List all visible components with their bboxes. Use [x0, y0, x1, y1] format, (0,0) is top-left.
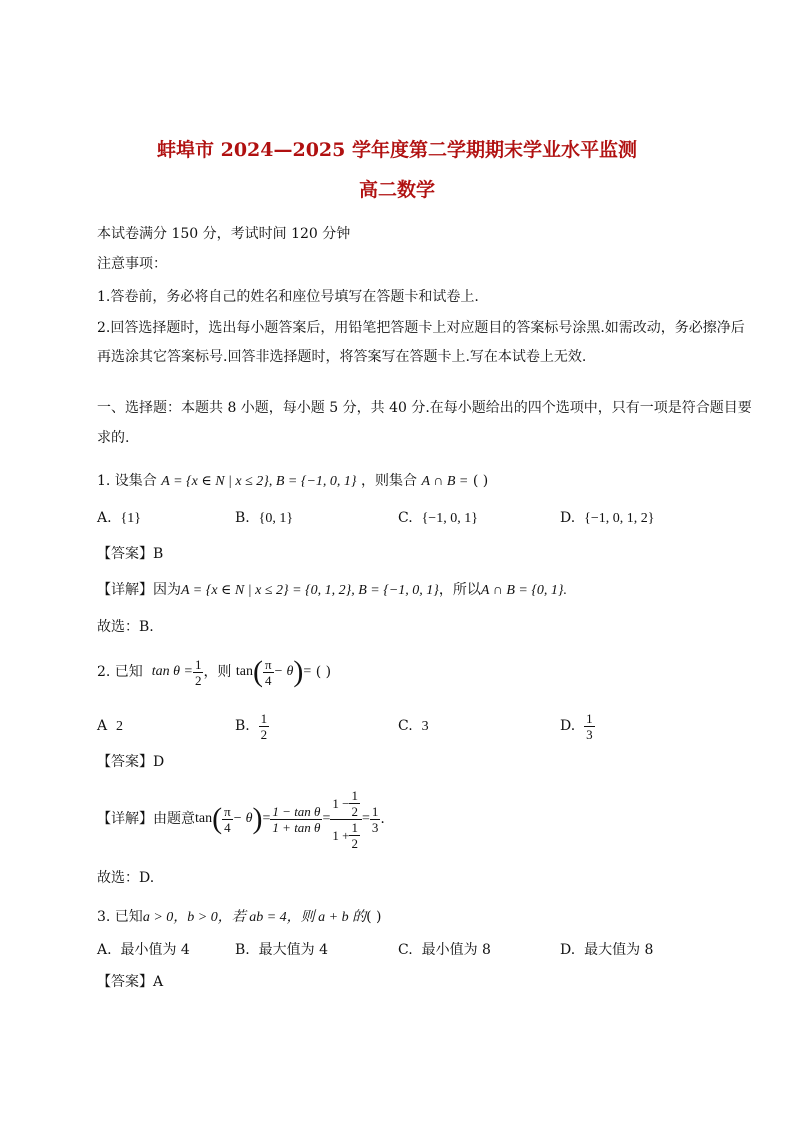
- q2-detail: 【详解】由题意 tan ( $\frac{\pi}{4}$ − θ ) = $\frac{\text{1 − tan θ}}{\text{1 + tan θ}}$ = 1 − $\frac{1}{2}$ 1 + $\frac{1}{2}$ = $\frac{1}{3}$ .: [97, 787, 385, 851]
- q2-detail-fraction-2: 1 − $\frac{1}{2}$ 1 + $\frac{1}{2}$: [330, 788, 362, 851]
- q1-ask-prefix: ，则集合: [360, 473, 417, 489]
- q2-detail-result: $\frac{1}{3}$: [371, 803, 379, 835]
- q1-paren: ( ): [472, 473, 489, 489]
- q2-option-a: A 2: [97, 718, 124, 734]
- q3-option-a: A. 最小值为 4: [97, 942, 190, 958]
- q1-choose: 故选：B.: [97, 619, 154, 635]
- note-1: 1.答卷前，务必将自己的姓名和座位号填写在答题卡和试卷上.: [97, 289, 479, 305]
- q1-option-a: A. {1}: [97, 510, 141, 526]
- page-title: 蚌埠市 2024—2025 学年度第二学期期末学业水平监测: [157, 139, 637, 161]
- q1-prefix: 1. 设集合: [97, 473, 157, 489]
- q2-option-b: B. $\frac{1}{2}$: [235, 710, 268, 742]
- q1-detail: 【详解】因为A = {x ∈ N | x ≤ 2} = {0, 1, 2}, B = {−1, 0, 1}，所以A ∩ B = {0, 1}.: [97, 582, 568, 598]
- q2-option-c: C. 3: [398, 718, 429, 734]
- q2-detail-fraction-1: $\frac{\text{1 − tan θ}}{\text{1 + tan θ}}$: [272, 803, 321, 835]
- section-heading: 一、选择题：本题共 8 小题，每小题 5 分，共 40 分.在每小题给出的四个选项中，只有一项是符合题目要: [97, 400, 752, 416]
- exam-info: 本试卷满分 150 分，考试时间 120 分钟: [97, 226, 351, 242]
- q3-option-b: B. 最大值为 4: [235, 942, 329, 958]
- note-2-line-2: 再选涂其它答案标号.回答非选择题时，将答案写在答题卡上.写在本试卷上无效.: [97, 349, 587, 365]
- q1-answer: 【答案】B: [97, 546, 164, 562]
- question-2: 2. 已知 tan θ = $\frac{1}{2}$ ，则 tan ( $\frac{\pi}{4}$ − θ ) = ( ): [97, 655, 332, 688]
- q1-option-c: C. {−1, 0, 1}: [398, 510, 478, 526]
- note-2-line-1: 2.回答选择题时，选出每小题答案后，用铅笔把答题卡上对应题目的答案标号涂黑.如需改动，务必擦净后: [97, 320, 745, 336]
- q1-set-b: B = {−1, 0, 1}: [275, 474, 357, 489]
- section-heading-cont: 求的.: [97, 430, 130, 446]
- question-3: 3. 已知a > 0，b > 0，若 ab = 4，则 a + b 的( ): [97, 909, 382, 925]
- q1-option-d: D. {−1, 0, 1, 2}: [560, 510, 655, 526]
- q3-option-c: C. 最小值为 8: [398, 942, 491, 958]
- q1-ask-expr: A ∩ B =: [421, 474, 469, 489]
- q2-choose: 故选：D.: [97, 870, 155, 886]
- q3-answer: 【答案】A: [97, 974, 164, 990]
- q1-option-b: B. {0, 1}: [235, 510, 294, 526]
- q2-option-d: D. $\frac{1}{3}$: [560, 710, 593, 742]
- q2-given-fraction: $\frac{1}{2}$: [194, 656, 202, 688]
- question-1: 1. 设集合 A = {x ∈ N | x ≤ 2}, B = {−1, 0, 1} ，则集合 A ∩ B = ( ): [97, 473, 489, 489]
- q1-set-a: A = {x ∈ N | x ≤ 2}: [161, 474, 269, 489]
- notes-title: 注意事项：: [97, 256, 167, 272]
- page-subtitle: 高二数学: [358, 179, 435, 201]
- q3-option-d: D. 最大值为 8: [560, 942, 654, 958]
- q2-answer: 【答案】D: [97, 754, 165, 770]
